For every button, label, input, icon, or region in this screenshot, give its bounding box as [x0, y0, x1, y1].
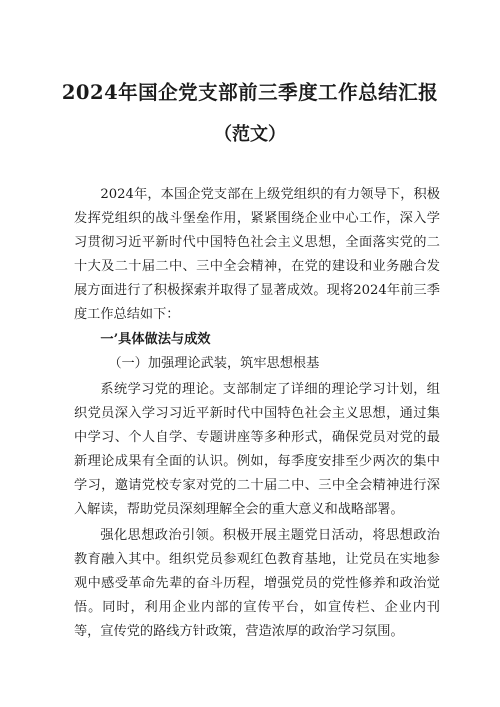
- document-body: [74, 183, 440, 644]
- document-title: 2024年国企党支部前三季度工作总结汇报: [61, 81, 439, 104]
- intro-paragraph: 2024年，本国企党支部在上级党组织的有力领导下，积极发挥党组织的战斗堡垒作用，紧紧围绕企业中心工作，深入学习贯彻习近平新时代中国特色社会主义思想，全面落实党的二十大及二十届二中、三中全会精神，在党的建设和业务融合发展方面进行了积极探索并取得了显著成效。现将2024年前三季度工作总结如下：: [74, 187, 440, 322]
- document-subtitle: （范文）: [214, 124, 286, 145]
- body-paragraph: 系统学习党的理论。支部制定了详细的理论学习计划，组织党员深入学习习近平新时代中国特色社会主义思想，通过集中学习、个人自学、专题讲座等多种形式，确保党员对党的最新理论成果有全面的认识。例如，每季度安排至少两次的集中学习，邀请党校专家对党的二十届二中、三中全会精神进行深入解读，帮助党员深刻理解全会的重大意义和战略部署。: [74, 382, 440, 517]
- body-paragraph: 强化思想政治引领。积极开展主题党日活动，将思想政治教育融入其中。组织党员参观红色教育基地，让党员在实地参观中感受革命先辈的奋斗历程，增强党员的党性修养和政治觉悟。同时，利用企业内部的宣传平台，如宣传栏、企业内刊等，宣传党的路线方针政策，营造浓厚的政治学习氛围。: [74, 528, 440, 639]
- subsection-heading: （一）加强理论武装，筑牢思想根基: [108, 356, 320, 371]
- section-heading: 一’具体做法与成效: [100, 332, 211, 347]
